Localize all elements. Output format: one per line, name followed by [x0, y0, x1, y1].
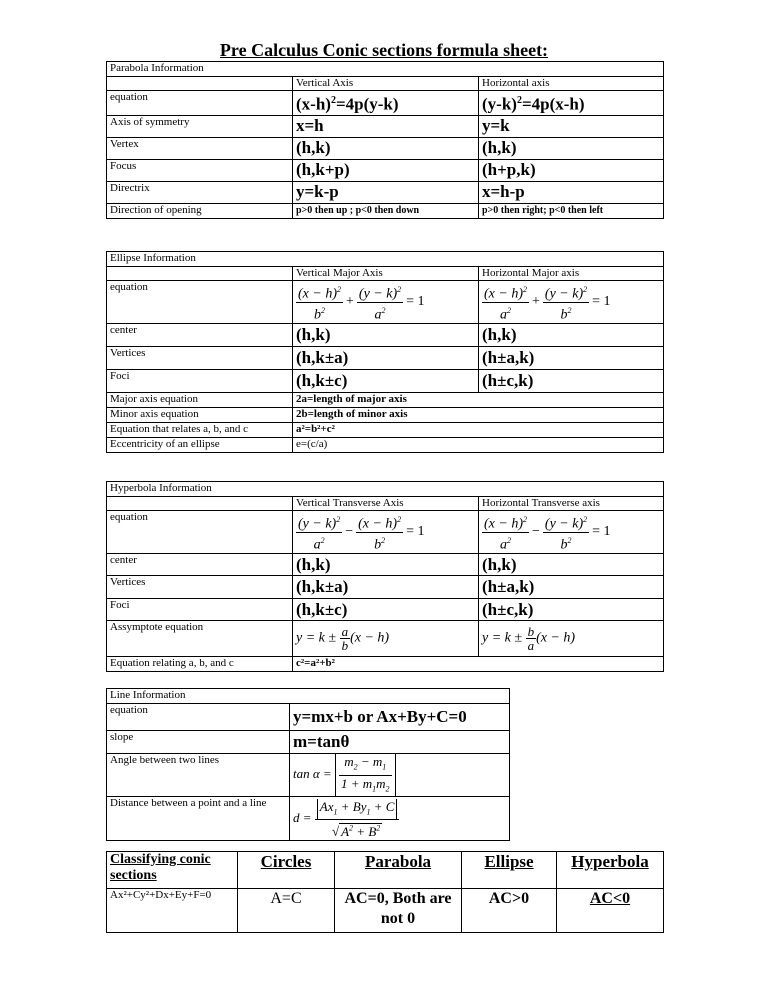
ellipse-row-label: Eccentricity of an ellipse [107, 438, 293, 453]
hyperbola-equation-label: equation [107, 511, 293, 554]
parabola-col-vertical: Vertical Axis [293, 77, 479, 91]
hyperbola-relating-value: c²=a²+b² [293, 657, 664, 672]
classify-hyperbola-condition: AC<0 [557, 889, 664, 933]
hyperbola-vertical-equation: $\frac{(y - k)^2}{a^2}$ − $\frac{(x - h)^2}{b^2}$ = 1 [293, 511, 479, 554]
page-title: Pre Calculus Conic sections formula sheet: [219, 40, 549, 60]
parabola-vertical-value: y=k-p [293, 181, 479, 203]
ellipse-vertical-value: (h,k) [293, 324, 479, 347]
ellipse-row-label: Foci [107, 370, 293, 393]
parabola-vertical-value: $(x-h)^2=4p(y-k)$ [293, 91, 479, 116]
ellipse-vertical-value: (h,k±a) [293, 347, 479, 370]
line-equation-label: equation [107, 704, 290, 731]
ellipse-vertical-equation: $\frac{(x - h)^2}{b^2}$ + $\frac{(y - k)^2}{a^2}$ = 1 [293, 281, 479, 324]
ellipse-row-label: Major axis equation [107, 393, 293, 408]
hyperbola-horizontal-value: (h±a,k) [479, 576, 664, 599]
ellipse-row-label: Minor axis equation [107, 408, 293, 423]
ellipse-header: Ellipse Information [107, 252, 664, 267]
hyperbola-vertical-asymptote: y = k ± $\frac{a}{b}$ (x − h) [293, 621, 479, 657]
ellipse-wide-value: e=(c/a) [293, 438, 664, 453]
hyperbola-row-label: center [107, 554, 293, 576]
line-slope-value: m=tanθ [290, 731, 510, 754]
line-distance-formula: d = $\frac{Ax_1 + By_1 + C}{√ A^2 + B^2}$ [290, 797, 510, 841]
parabola-vertical-value: p>0 then up ; p<0 then down [293, 203, 479, 218]
line-header: Line Information [107, 689, 510, 704]
line-slope-label: slope [107, 731, 290, 754]
classify-ellipse-condition: AC>0 [462, 889, 557, 933]
hyperbola-horizontal-asymptote: y = k ± $\frac{b}{a}$ (x − h) [479, 621, 664, 657]
line-distance-label: Distance between a point and a line [107, 797, 290, 841]
ellipse-horizontal-equation: $\frac{(x - h)^2}{a^2}$ + $\frac{(y - k)^2}{b^2}$ = 1 [479, 281, 664, 324]
ellipse-row-label: Vertices [107, 347, 293, 370]
classify-col-hyperbola: Hyperbola [557, 852, 664, 889]
parabola-vertical-value: x=h [293, 115, 479, 137]
hyperbola-row-label: Vertices [107, 576, 293, 599]
parabola-row-label: Direction of opening [107, 203, 293, 218]
hyperbola-horizontal-value: (h±c,k) [479, 599, 664, 621]
parabola-vertical-value: (h,k) [293, 137, 479, 159]
hyperbola-col-horizontal: Horizontal Transverse axis [479, 497, 664, 511]
parabola-row-label: equation [107, 91, 293, 116]
ellipse-horizontal-value: (h±a,k) [479, 347, 664, 370]
hyperbola-horizontal-equation: $\frac{(x - h)^2}{a^2}$ − $\frac{(y - k)^2}{b^2}$ = 1 [479, 511, 664, 554]
hyperbola-table [106, 481, 664, 672]
hyperbola-asymptote-label: Assymptote equation [107, 621, 293, 657]
ellipse-equation-label: equation [107, 281, 293, 324]
ellipse-wide-value: 2a=length of major axis [293, 393, 664, 408]
line-equation-value: y=mx+b or Ax+By+C=0 [290, 704, 510, 731]
parabola-horizontal-value: y=k [479, 115, 664, 137]
line-angle-formula: tan α = $\frac{m_2 - m_1}{1 + m_1m_2}$ [290, 754, 510, 797]
hyperbola-horizontal-value: (h,k) [479, 554, 664, 576]
ellipse-col-vertical: Vertical Major Axis [293, 267, 479, 281]
parabola-row-label: Directrix [107, 181, 293, 203]
parabola-table [106, 61, 664, 219]
hyperbola-vertical-value: (h,k) [293, 554, 479, 576]
ellipse-col-horizontal: Horizontal Major axis [479, 267, 664, 281]
classify-general-form: Ax²+Cy²+Dx+Ey+F=0 [107, 889, 238, 933]
ellipse-table [106, 251, 664, 453]
hyperbola-col-vertical: Vertical Transverse Axis [293, 497, 479, 511]
hyperbola-header: Hyperbola Information [107, 482, 664, 497]
parabola-horizontal-value: x=h-p [479, 181, 664, 203]
ellipse-wide-value: a²=b²+c² [293, 423, 664, 438]
parabola-vertical-value: (h,k+p) [293, 159, 479, 181]
hyperbola-row-label: Foci [107, 599, 293, 621]
ellipse-horizontal-value: (h,k) [479, 324, 664, 347]
classify-table [106, 851, 664, 933]
ellipse-row-label: Equation that relates a, b, and c [107, 423, 293, 438]
classify-col-ellipse: Ellipse [462, 852, 557, 889]
line-table [106, 688, 510, 841]
parabola-row-label: Vertex [107, 137, 293, 159]
parabola-row-label: Axis of symmetry [107, 115, 293, 137]
hyperbola-vertical-value: (h,k±c) [293, 599, 479, 621]
classify-parabola-condition: AC=0, Both are not 0 [335, 889, 462, 933]
ellipse-wide-value: 2b=length of minor axis [293, 408, 664, 423]
ellipse-vertical-value: (h,k±c) [293, 370, 479, 393]
ellipse-row-label: center [107, 324, 293, 347]
classify-header: Classifying conic sections [107, 852, 238, 889]
parabola-horizontal-value: (h,k) [479, 137, 664, 159]
parabola-horizontal-value: p>0 then right; p<0 then left [479, 203, 664, 218]
classify-col-parabola: Parabola [335, 852, 462, 889]
parabola-horizontal-value: (h+p,k) [479, 159, 664, 181]
classify-circles-condition: A=C [238, 889, 335, 933]
parabola-row-label: Focus [107, 159, 293, 181]
hyperbola-vertical-value: (h,k±a) [293, 576, 479, 599]
parabola-horizontal-value: $(y-k)^2=4p(x-h)$ [479, 91, 664, 116]
parabola-header: Parabola Information [107, 62, 664, 77]
line-angle-label: Angle between two lines [107, 754, 290, 797]
hyperbola-relating-label: Equation relating a, b, and c [107, 657, 293, 672]
classify-col-circles: Circles [238, 852, 335, 889]
parabola-col-horizontal: Horizontal axis [479, 77, 664, 91]
ellipse-horizontal-value: (h±c,k) [479, 370, 664, 393]
